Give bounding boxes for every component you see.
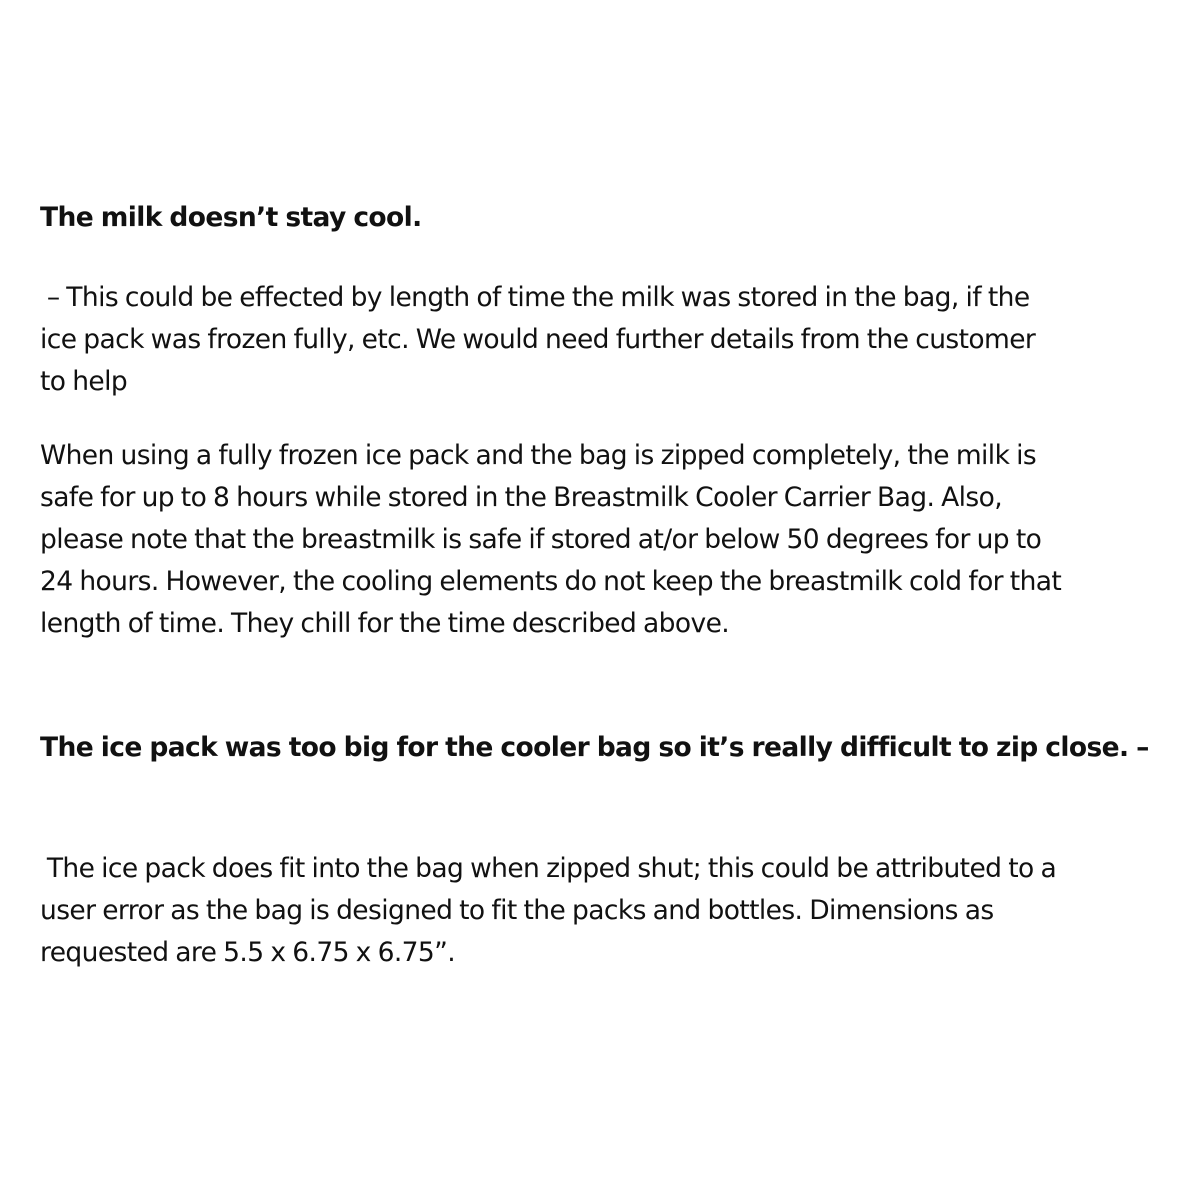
section1-heading: The milk doesn’t stay cool. (40, 202, 422, 233)
text-line: The ice pack does fit into the bag when zipped shut; this could be attributed to a (40, 853, 1057, 884)
text-line: safe for up to 8 hours while stored in the Breastmilk Cooler Carrier Bag. Also, (40, 482, 1003, 513)
text-line: length of time. They chill for the time described above. (40, 608, 730, 639)
text-line: requested are 5.5 x 6.75 x 6.75”. (40, 937, 456, 968)
text-line: ice pack was frozen fully, etc. We would need further details from the customer (40, 324, 1036, 355)
section1-response (40, 277, 1140, 403)
text-line: please note that the breastmilk is safe if stored at/or below 50 degrees for up to (40, 524, 1042, 555)
section2-heading: The ice pack was too big for the cooler bag so it’s really difficult to zip close. – (40, 732, 1149, 763)
text-line: When using a fully frozen ice pack and the bag is zipped completely, the milk is (40, 440, 1037, 471)
text-line: user error as the bag is designed to fit the packs and bottles. Dimensions as (40, 895, 994, 926)
text-line: to help (40, 366, 128, 397)
section1-detail (40, 435, 1140, 645)
section2-response (40, 848, 1140, 974)
text-line: – This could be effected by length of time the milk was stored in the bag, if the (40, 282, 1030, 313)
text-line: 24 hours. However, the cooling elements do not keep the breastmilk cold for that (40, 566, 1062, 597)
